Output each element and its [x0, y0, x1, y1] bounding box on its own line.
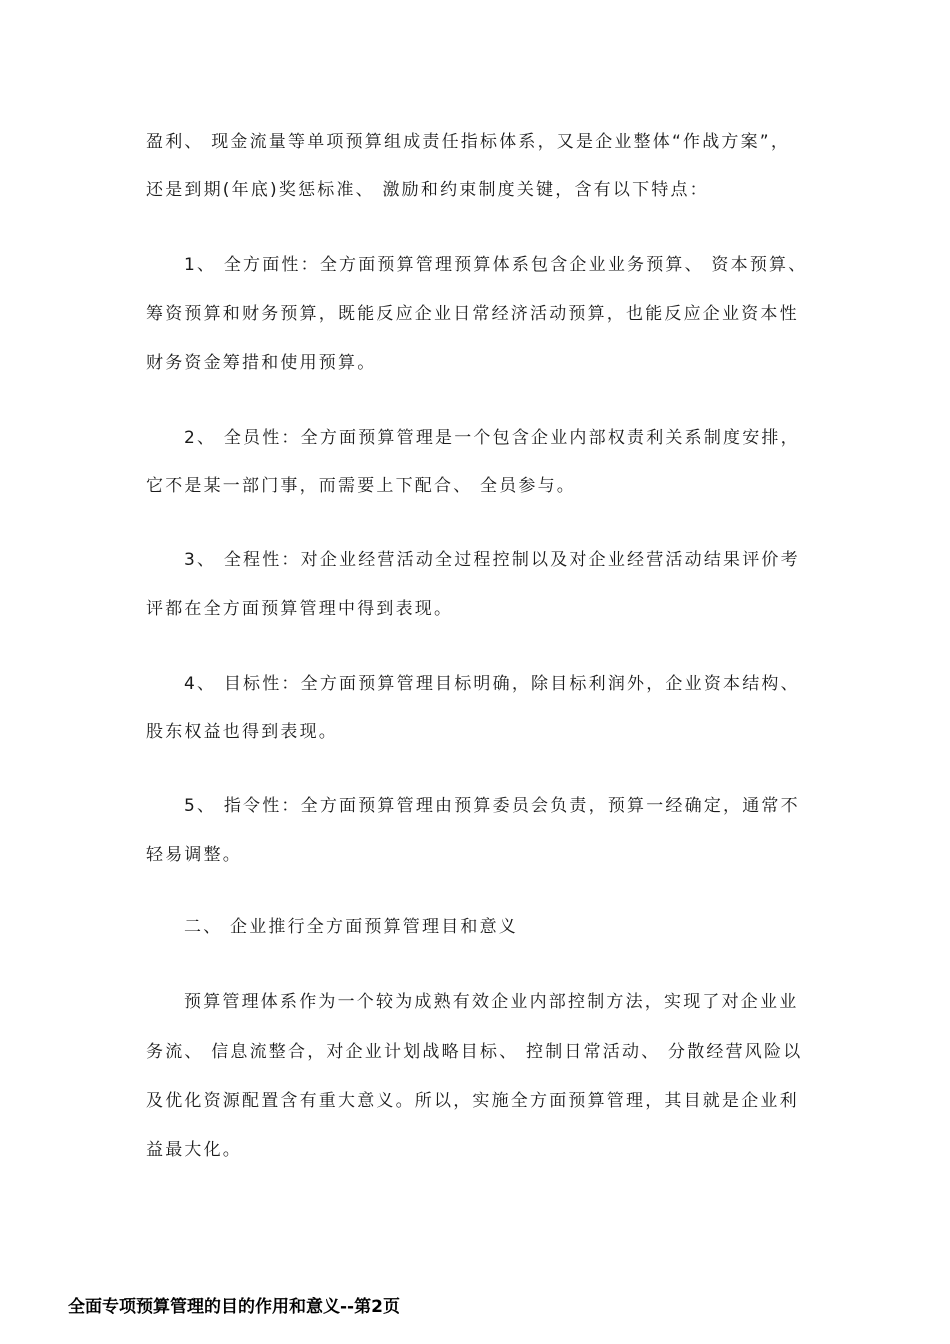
section-heading: 二、 企业推行全方面预算管理目和意义 [184, 917, 519, 937]
section-body-line-2: 务流、 信息流整合，对企业计划战略目标、 控制日常活动、 分散经营风险以 [146, 1042, 803, 1062]
point-5-line-2: 轻易调整。 [146, 845, 242, 865]
point-4-line-1: 4、 目标性：全方面预算管理目标明确，除目标利润外，企业资本结构、 [184, 674, 800, 694]
page-footer-label: 全面专项预算管理的目的作用和意义--第2页 [68, 1297, 400, 1317]
section-body-line-4: 益最大化。 [146, 1140, 242, 1160]
point-4-line-2: 股东权益也得到表现。 [146, 722, 338, 742]
point-3-line-2: 评都在全方面预算管理中得到表现。 [146, 599, 454, 619]
point-3-line-1: 3、 全程性：对企业经营活动全过程控制以及对企业经营活动结果评价考 [184, 550, 800, 570]
section-body-line-1: 预算管理体系作为一个较为成熟有效企业内部控制方法，实现了对企业业 [184, 992, 799, 1012]
point-1-line-1: 1、 全方面性：全方面预算管理预算体系包含企业业务预算、 资本预算、 [184, 255, 808, 275]
point-1-line-2: 筹资预算和财务预算，既能反应企业日常经济活动预算，也能反应企业资本性 [146, 304, 799, 324]
intro-line-1: 盈利、 现金流量等单项预算组成责任指标体系，又是企业整体“作战方案”， [146, 132, 791, 152]
section-body-line-3: 及优化资源配置含有重大意义。所以，实施全方面预算管理，其目就是企业利 [146, 1091, 799, 1111]
point-5-line-1: 5、 指令性：全方面预算管理由预算委员会负责，预算一经确定，通常不 [184, 796, 800, 816]
point-2-line-1: 2、 全员性：全方面预算管理是一个包含企业内部权责利关系制度安排， [184, 428, 800, 448]
point-2-line-2: 它不是某一部门事，而需要上下配合、 全员参与。 [146, 476, 577, 496]
intro-line-2: 还是到期(年底)奖惩标准、 激励和约束制度关键，含有以下特点： [146, 180, 709, 200]
point-1-line-3: 财务资金筹措和使用预算。 [146, 353, 377, 373]
